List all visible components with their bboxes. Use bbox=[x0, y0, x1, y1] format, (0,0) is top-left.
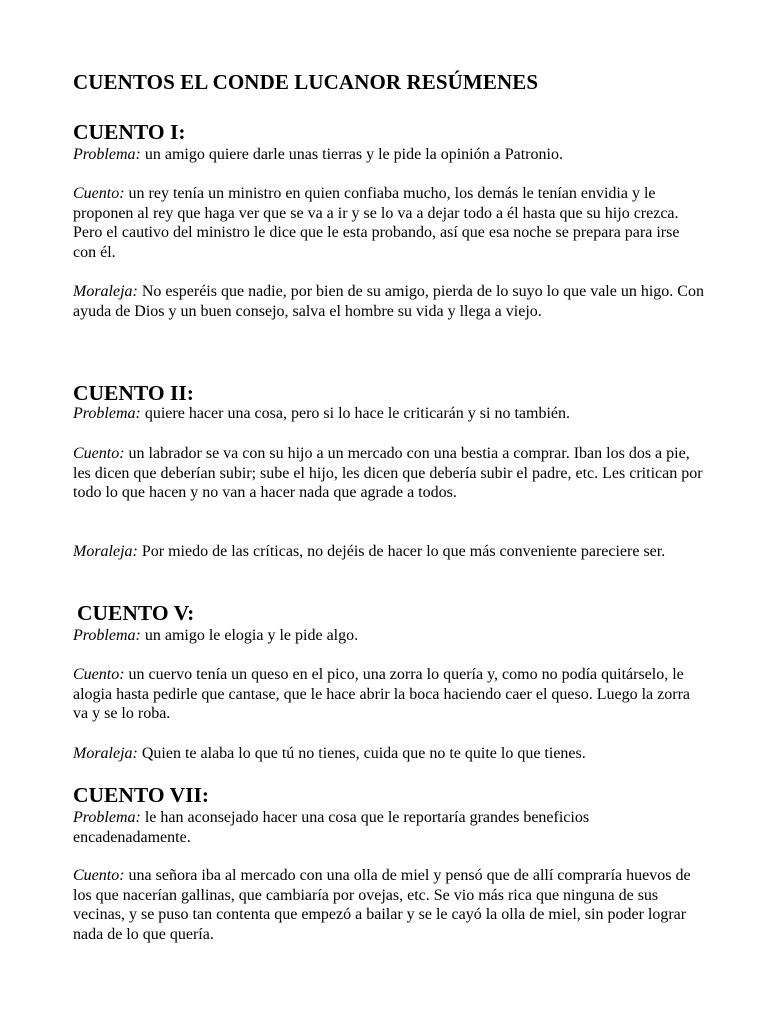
story-label: Cuento: bbox=[73, 185, 125, 202]
story-7-problem bbox=[73, 808, 705, 847]
story-1-problem bbox=[73, 145, 705, 165]
moral-label: Moraleja: bbox=[73, 543, 138, 560]
story-heading-5: CUENTO V: bbox=[77, 601, 195, 625]
story-1-moral bbox=[73, 282, 705, 321]
story-text: un cuervo tenía un queso en el pico, una zorra lo quería y, como no podía quitárselo, le alogia hasta pedirle que cantase, que le hace abrir la boca haciendo caer el queso. Luego la zorra va y se lo roba. bbox=[73, 666, 691, 723]
story-2-problem bbox=[73, 404, 705, 424]
moral-label: Moraleja: bbox=[73, 283, 138, 300]
problem-text: quiere hacer una cosa, pero si lo hace le criticarán y si no también. bbox=[144, 405, 570, 422]
problem-label: Problema: bbox=[73, 405, 141, 422]
story-1-story bbox=[73, 184, 705, 262]
moral-text: No esperéis que nadie, por bien de su amigo, pierda de lo suyo lo que vale un higo. Con ayuda de Dios y un buen consejo, salva el hombre su vida y llega a viejo. bbox=[73, 283, 704, 320]
story-heading-1: CUENTO I: bbox=[73, 120, 186, 144]
story-2-moral bbox=[73, 542, 705, 562]
moral-text: Por miedo de las críticas, no dejéis de hacer lo que más conveniente pareciere ser. bbox=[141, 543, 666, 560]
story-5-story bbox=[73, 665, 705, 724]
story-text: un rey tenía un ministro en quien confiaba mucho, los demás le tenían envidia y le proponen al rey que haga ver que se va a ir y se lo va a dejar todo a él hasta que su hijo crezca. Pero el cautivo del ministro le dice que le esta probando, así que esa noche se prepara para irse con él. bbox=[73, 185, 680, 261]
story-text: un labrador se va con su hijo a un mercado con una bestia a comprar. Iban los dos a pie, les dicen que deberían subir; sube el hijo, les dicen que debería subir el padre, etc. Les critican por todo lo que hacen y no van a hacer nada que agrade a todos. bbox=[73, 445, 703, 502]
story-5-moral bbox=[73, 744, 705, 764]
problem-text: un amigo le elogia y le pide algo. bbox=[144, 627, 359, 644]
story-label: Cuento: bbox=[73, 867, 125, 884]
story-2-story bbox=[73, 444, 705, 503]
problem-label: Problema: bbox=[73, 146, 141, 163]
story-text: una señora iba al mercado con una olla de miel y pensó que de allí compraría huevos de los que nacerían gallinas, que cambiaría por ovejas, etc. Se vio más rica que ninguna de sus vecinas, y se puso tan contenta que empezó a bailar y se le cayó la olla de miel, sin poder lograr nada de lo que quería. bbox=[73, 867, 691, 943]
problem-label: Problema: bbox=[73, 809, 141, 826]
document-title: CUENTOS EL CONDE LUCANOR RESÚMENES bbox=[73, 70, 539, 94]
story-heading-2: CUENTO II: bbox=[73, 381, 194, 405]
story-5-problem bbox=[73, 626, 705, 646]
moral-text: Quien te alaba lo que tú no tienes, cuida que no te quite lo que tienes. bbox=[141, 745, 586, 762]
story-heading-7: CUENTO VII: bbox=[73, 783, 210, 807]
moral-label: Moraleja: bbox=[73, 745, 138, 762]
problem-text: le han aconsejado hacer una cosa que le reportaría grandes beneficios encadenadamente. bbox=[73, 809, 590, 846]
story-label: Cuento: bbox=[73, 666, 125, 683]
problem-label: Problema: bbox=[73, 627, 141, 644]
story-7-story bbox=[73, 866, 705, 944]
problem-text: un amigo quiere darle unas tierras y le pide la opinión a Patronio. bbox=[144, 146, 563, 163]
story-label: Cuento: bbox=[73, 445, 125, 462]
